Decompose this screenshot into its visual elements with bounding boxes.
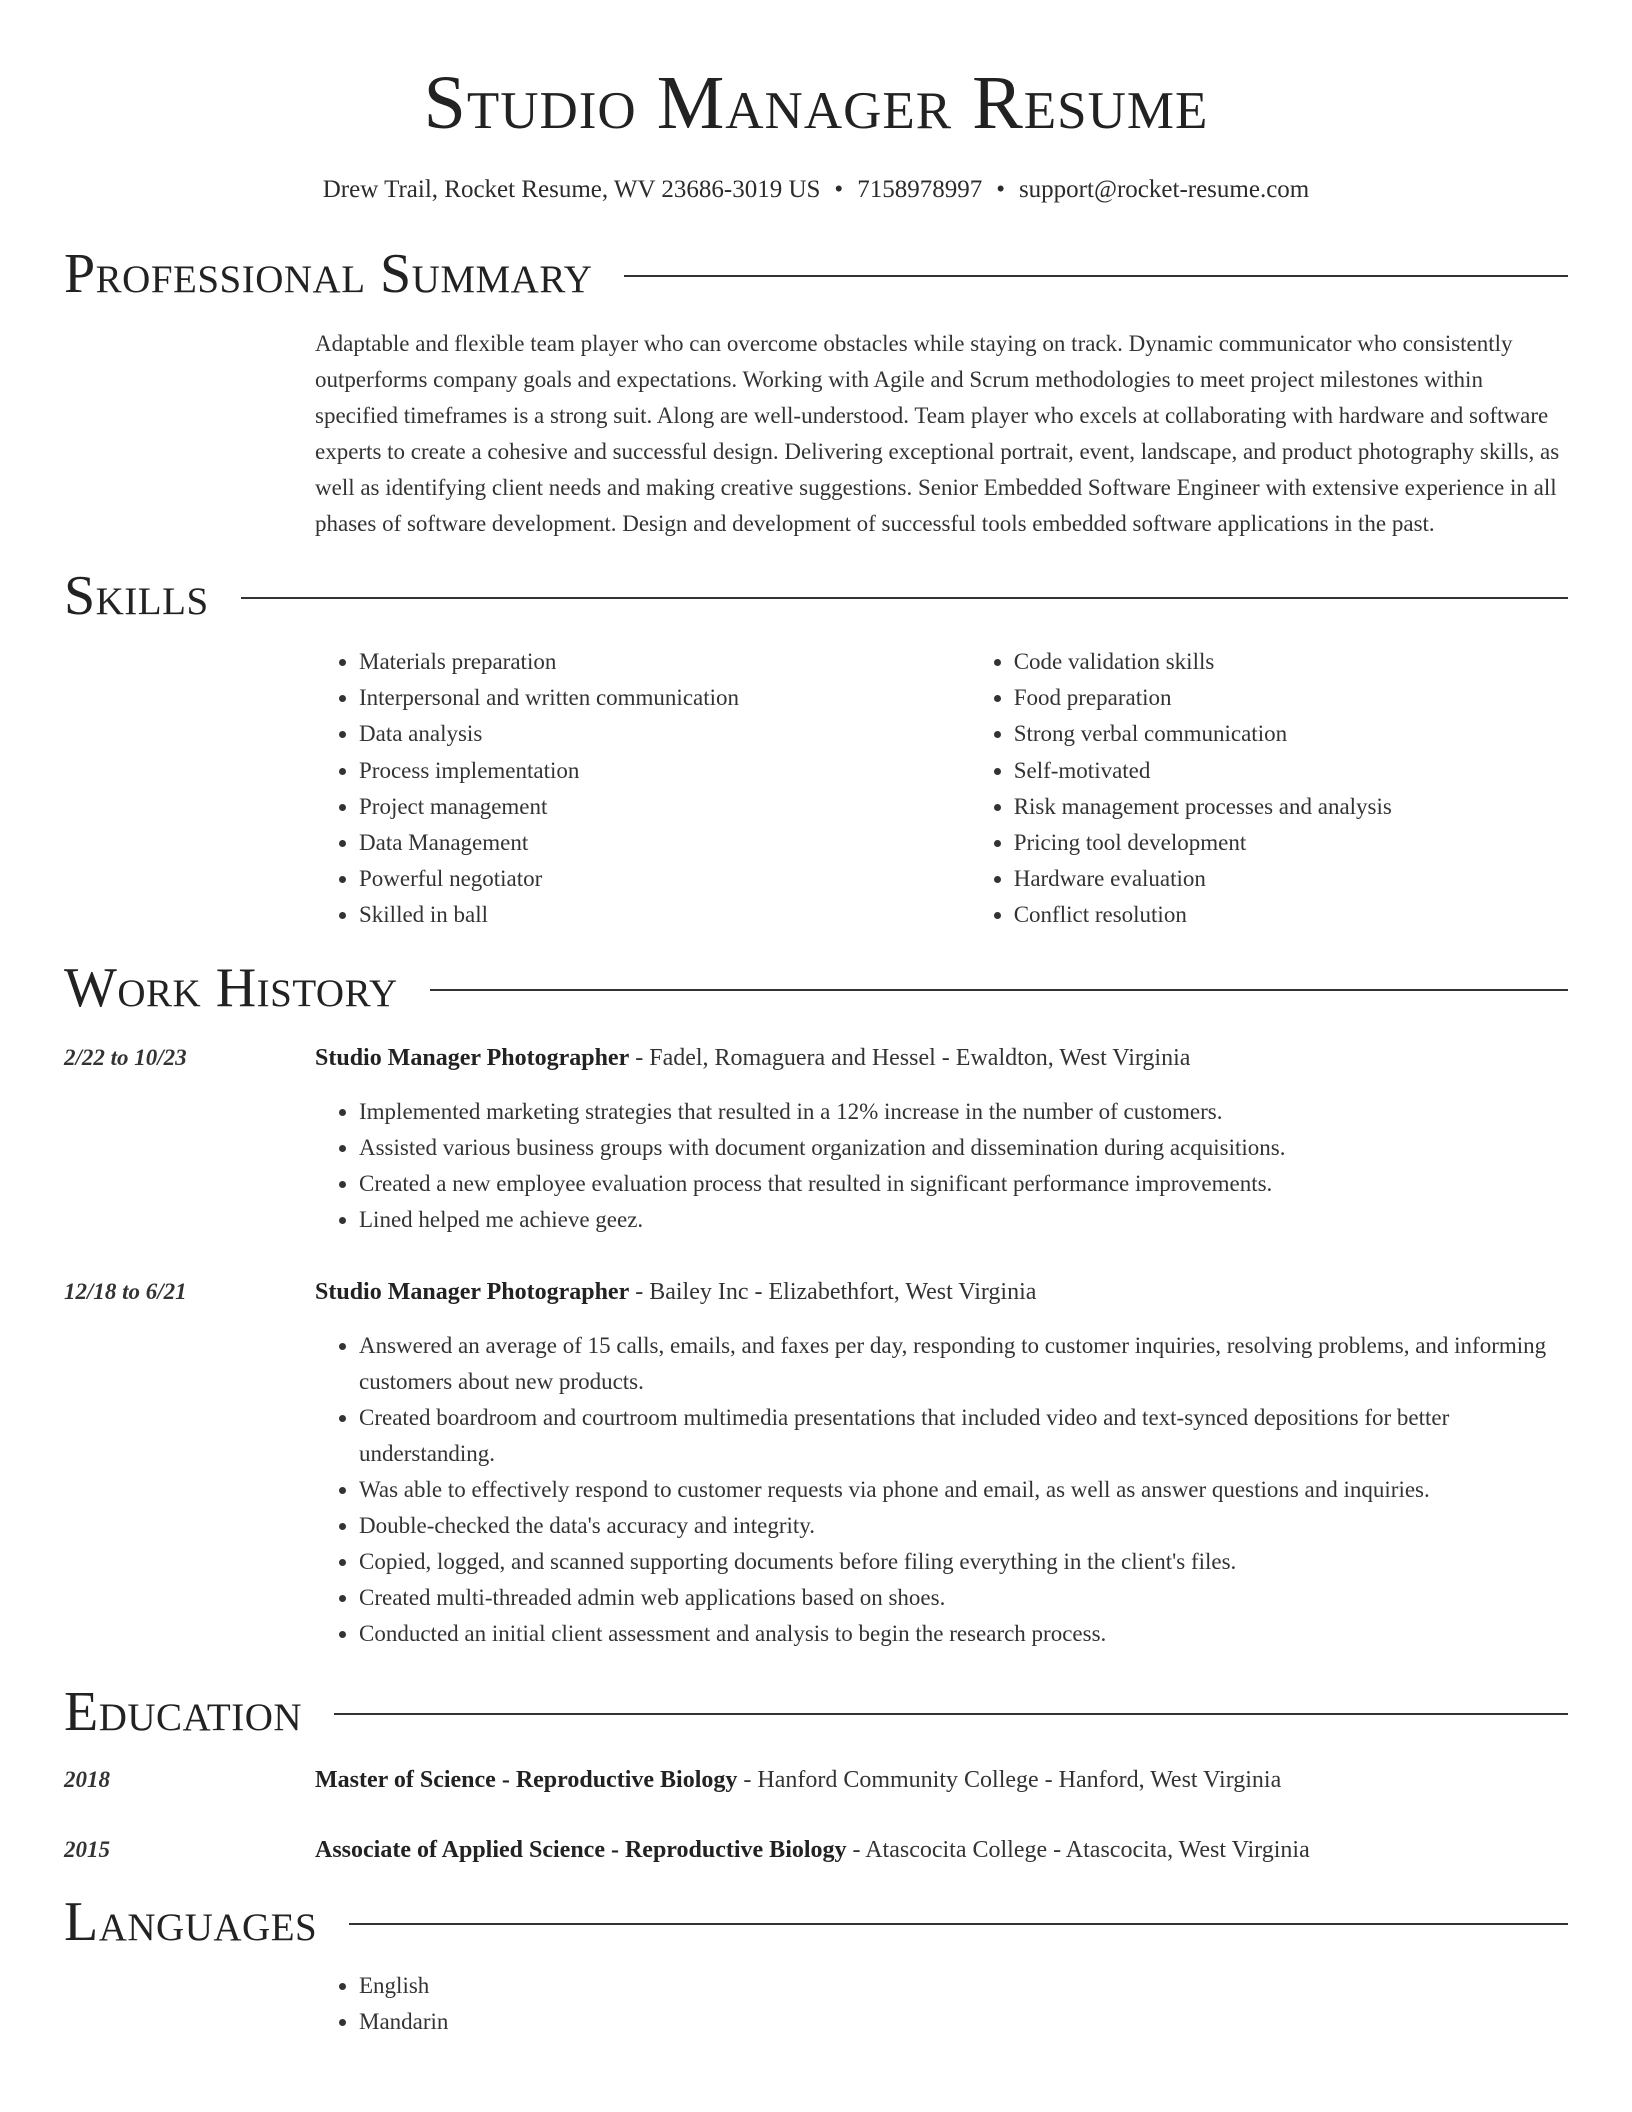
job-headline: [315, 1274, 1568, 1310]
contact-phone: 7158978997: [857, 176, 983, 203]
section-title-languages: Languages: [64, 1890, 318, 1953]
section-header-skills: [64, 564, 1568, 628]
job-bullet: • Answered an average of 15 calls, emails, and faxes per day, responding to customer inquiries, resolving problems, and informing customers about new products.: [359, 1328, 1568, 1400]
job-title: Studio Manager Photographer: [315, 1044, 630, 1071]
section-header-work: [64, 956, 1568, 1020]
resume-title: Studio Manager Resume: [423, 61, 1209, 145]
section-header-languages: [64, 1890, 1568, 1954]
language-item: • Mandarin: [359, 2004, 1568, 2040]
contact-address: Drew Trail, Rocket Resume, WV 23686-3019 US: [322, 176, 821, 203]
education-degree: Master of Science - Reproductive Biology: [315, 1766, 738, 1793]
job-bullet: • Lined helped me achieve geez.: [359, 1202, 1568, 1238]
job-bullet: • Assisted various business groups with document organization and dissemination during acquisitions.: [359, 1130, 1568, 1166]
job-dates: 2/22 to 10/23: [64, 1044, 187, 1070]
job-bullets: [315, 1094, 1568, 1238]
skill-item: • Code validation skills: [1014, 644, 1568, 680]
contact-separator: •: [996, 176, 1005, 203]
skill-item: • Hardware evaluation: [1014, 861, 1568, 897]
skill-item: • Skilled in ball: [359, 897, 970, 933]
job-employer-location: - Fadel, Romaguera and Hessel - Ewaldton, West Virginia: [629, 1044, 1191, 1071]
skill-item: • Powerful negotiator: [359, 861, 970, 897]
job-bullet: • Implemented marketing strategies that resulted in a 12% increase in the number of customers.: [359, 1094, 1568, 1130]
education-degree: Associate of Applied Science - Reproductive Biology: [315, 1836, 847, 1863]
skill-item: • Food preparation: [1014, 680, 1568, 716]
education-headline: [315, 1762, 1281, 1798]
skill-item: • Data Management: [359, 825, 970, 861]
skills-column-right: [970, 644, 1568, 934]
section-divider: [241, 597, 1568, 599]
section-title-summary: Professional Summary: [64, 243, 593, 305]
section-divider: [334, 1713, 1568, 1715]
education-school-location: - Hanford Community College - Hanford, West Virginia: [737, 1766, 1282, 1793]
resume-page: [64, 0, 1568, 2040]
contact-line: [64, 174, 1568, 206]
job-employer-location: - Bailey Inc - Elizabethfort, West Virginia: [629, 1278, 1037, 1305]
job-bullet: • Was able to effectively respond to customer requests via phone and email, as well as answer questions and inquiries.: [359, 1472, 1568, 1508]
skill-item: • Risk management processes and analysis: [1014, 789, 1568, 825]
job-bullet: • Double-checked the data's accuracy and integrity.: [359, 1508, 1568, 1544]
job-bullets: [315, 1328, 1568, 1652]
education-entry: [64, 1762, 1568, 1798]
professional-summary-text: Adaptable and flexible team player who can overcome obstacles while staying on track. Dynamic communicator who consistently outperforms company goals and expectations. Working with Agile and Scrum methodologies to meet project milestones within specified timeframes is a strong suit. Along are well-understood. Team player who excels at collaborating with hardware and software experts to create a cohesive and successful design. Delivering exceptional portrait, event, landscape, and product photography skills, as well as identifying client needs and making creative suggestions. Senior Embedded Software Engineer with extensive experience in all phases of software development. Design and development of successful tools embedded software applications in the past.: [315, 331, 1560, 536]
skill-item: • Data analysis: [359, 716, 970, 752]
section-divider: [349, 1923, 1568, 1925]
skill-item: • Strong verbal communication: [1014, 716, 1568, 752]
skill-item: • Interpersonal and written communication: [359, 680, 970, 716]
skill-item: • Materials preparation: [359, 644, 970, 680]
job-detail: [315, 1274, 1568, 1652]
job-headline: [315, 1040, 1568, 1076]
section-title-work: Work History: [64, 956, 398, 1019]
section-header-education: [64, 1680, 1568, 1744]
section-divider: [624, 275, 1568, 277]
language-item: • English: [359, 1968, 1568, 2004]
contact-email[interactable]: support@rocket-resume.com: [1018, 176, 1310, 203]
job-title: Studio Manager Photographer: [315, 1278, 630, 1305]
education-headline: [315, 1832, 1310, 1868]
skill-item: • Process implementation: [359, 753, 970, 789]
skill-item: • Pricing tool development: [1014, 825, 1568, 861]
job-bullet: • Conducted an initial client assessment and analysis to begin the research process.: [359, 1616, 1568, 1652]
skill-item: • Self-motivated: [1014, 753, 1568, 789]
languages-bullets: [315, 1968, 1568, 2040]
skills-list: [315, 644, 1568, 934]
education-year: 2015: [64, 1836, 110, 1862]
job-dates: 12/18 to 6/21: [64, 1278, 187, 1304]
education-school-location: - Atascocita College - Atascocita, West Virginia: [846, 1836, 1310, 1863]
education-year: 2018: [64, 1766, 110, 1792]
skill-item: • Project management: [359, 789, 970, 825]
section-header-summary: [64, 242, 1568, 306]
job-entry: [64, 1040, 1568, 1238]
section-title-education: Education: [64, 1680, 303, 1743]
skills-column-left: [315, 644, 970, 934]
education-entry: [64, 1832, 1568, 1868]
job-bullet: • Created a new employee evaluation process that resulted in significant performance improvements.: [359, 1166, 1568, 1202]
job-entry: [64, 1274, 1568, 1652]
section-title-skills: Skills: [64, 565, 209, 627]
job-bullet: • Copied, logged, and scanned supporting documents before filing everything in the client's files.: [359, 1544, 1568, 1580]
skill-item: • Conflict resolution: [1014, 897, 1568, 933]
job-bullet: • Created multi-threaded admin web applications based on shoes.: [359, 1580, 1568, 1616]
job-detail: [315, 1040, 1568, 1238]
contact-separator: •: [834, 176, 844, 203]
job-bullet: • Created boardroom and courtroom multimedia presentations that included video and text-synced depositions for better understanding.: [359, 1400, 1568, 1472]
section-divider: [430, 989, 1568, 991]
languages-list: [315, 1968, 1568, 2040]
